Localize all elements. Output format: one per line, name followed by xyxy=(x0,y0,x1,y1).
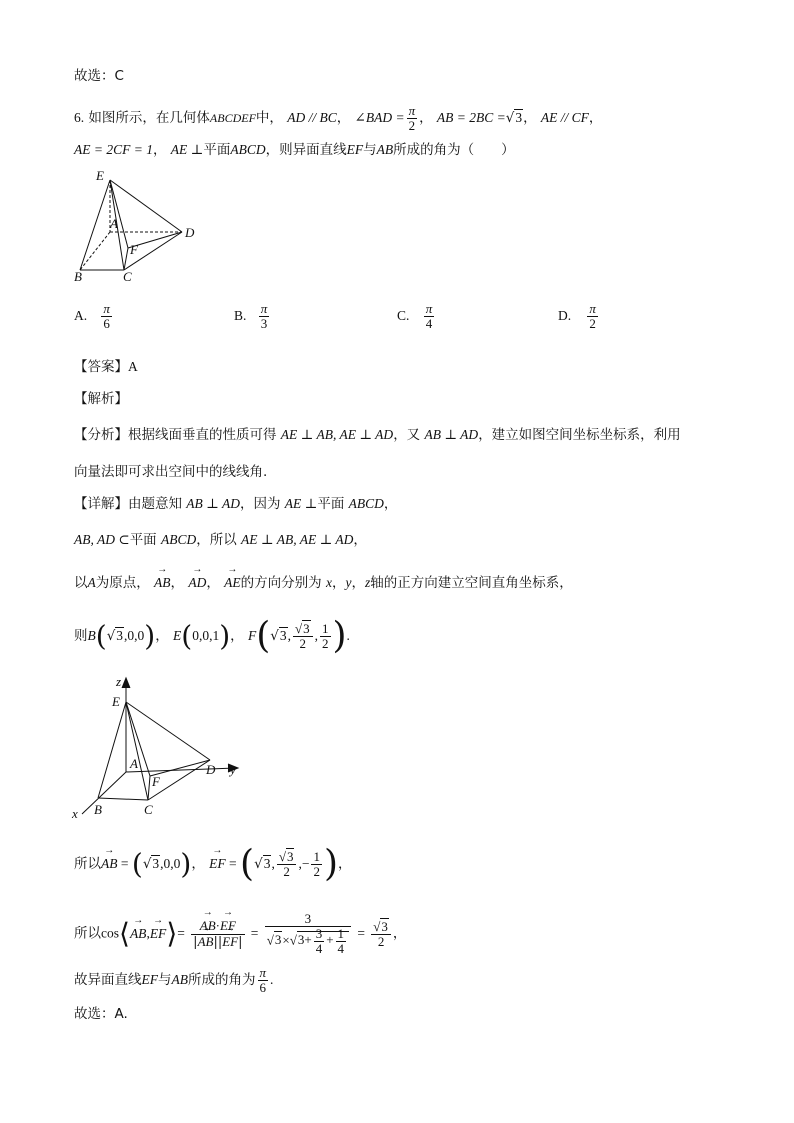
condition: AE // CF xyxy=(540,110,589,125)
sqrt: 3 xyxy=(515,110,523,125)
geometry-figure xyxy=(70,166,210,286)
label-E: E xyxy=(112,694,120,709)
solid-name: ABCDEF xyxy=(209,111,256,125)
label-D: D xyxy=(185,225,195,240)
cos-line: 所以cos⟨→ AB,→ EF⟩= → $\frac{AB\cdot\to EF}{|\to AB||\to EF|}$ = 3 √3×√3+ $\frac{3}{4}$ + $\frac{1}{4}$ = $\frac{√3}{2}$ ， xyxy=(74,912,406,956)
option-d: D. $\frac{\pi}{2}$ xyxy=(558,301,596,331)
question-text: 中， xyxy=(255,110,283,126)
condition: AE = 2CF = 1 xyxy=(74,142,153,157)
detail-line-4: 则B(√3,0,0)， E(0,0,1)， F(√3, $\frac{√3}{2}$ , $\frac{1}{2}$ ). xyxy=(74,615,350,657)
vector-line: 所以→ AB = (√3,0,0)， → EF = (√3, $\frac{√3}{2}$ ,− $\frac{1}{2}$ )， xyxy=(74,850,352,879)
condition: AE ⊥ xyxy=(170,142,204,157)
label-y: y xyxy=(230,762,236,777)
answer-tag: 【答案】 xyxy=(74,359,128,375)
option-a: A. $\frac{\pi}{6}$ xyxy=(74,301,110,331)
label-B: B xyxy=(94,802,102,817)
fraction: $\frac{\pi}{2}$ xyxy=(408,103,416,133)
previous-answer: 故选：C xyxy=(74,68,124,84)
condition: AB = 2BC = xyxy=(436,110,506,125)
fenxi-line-1: 【分析】根据线面垂直的性质可得 AE ⊥ AB, AE ⊥ AD，又 AB ⊥ AD，建立如图空间坐标坐标系，利用 xyxy=(74,427,681,443)
option-c: C. $\frac{\pi}{4}$ xyxy=(397,301,433,331)
fenxi-line-2: 向量法即可求出空间中的线线角. xyxy=(74,464,268,480)
label-x: x xyxy=(72,806,78,821)
condition: ∠BAD = xyxy=(354,110,405,125)
analysis-tag: 【解析】 xyxy=(74,391,128,407)
label-C: C xyxy=(123,269,132,284)
answer-line xyxy=(74,357,138,377)
detail-line-1: 【详解】由题意知 AB ⊥ AD，因为 AE ⊥平面 ABCD， xyxy=(74,496,398,512)
detail-line-3: 以A为原点， → AB， → AD， → AE的方向分别为 x，y，z轴的正方向建立空间直角坐标系， xyxy=(74,573,573,593)
label-B: B xyxy=(74,269,82,284)
detail-line-2: AB, AD ⊂平面 ABCD，所以 AE ⊥ AB, AE ⊥ AD， xyxy=(74,532,367,548)
condition: AD // BC xyxy=(287,110,337,125)
label-E: E xyxy=(96,168,104,183)
label-D: D xyxy=(206,762,216,777)
question-number: 6. xyxy=(74,110,85,125)
label-F: F xyxy=(152,774,160,789)
label-A: A xyxy=(110,216,118,231)
answer-value: A xyxy=(128,359,138,374)
option-b: B. $\frac{\pi}{3}$ xyxy=(234,301,268,331)
label-z: z xyxy=(116,674,122,689)
question-text: 如图所示，在几何体 xyxy=(88,110,210,126)
coordinate-figure xyxy=(70,672,260,822)
label-C: C xyxy=(144,802,153,817)
question-line-1: 6. 如图所示，在几何体ABCDEF中， AD // BC， ∠BAD = $\frac{\pi}{2}$ ， AB = 2BC =√3， AE // CF， xyxy=(74,103,603,133)
label-F: F xyxy=(130,242,138,257)
question-line-2: AE = 2CF = 1， AE ⊥平面ABCD，则异面直线EF与AB所成的角为（ ） xyxy=(74,142,515,158)
label-A: A xyxy=(130,756,138,771)
final-answer: 故选：A. xyxy=(74,1006,128,1022)
conclusion-line: 故异面直线EF与AB所成的角为 $\frac{\pi}{6}$ . xyxy=(74,965,274,995)
